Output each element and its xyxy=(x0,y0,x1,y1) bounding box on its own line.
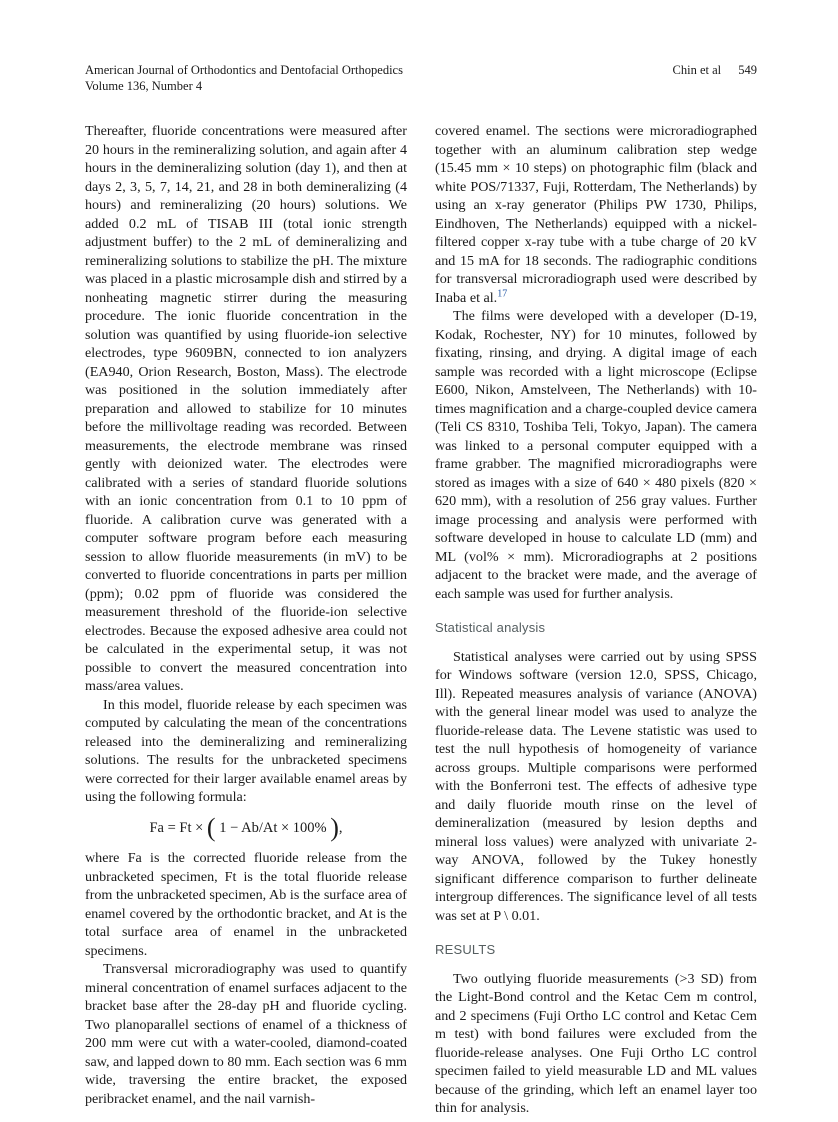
section-heading-results: RESULTS xyxy=(435,942,496,957)
paragraph-model-computation: In this model, fluoride release by each specimen was computed by calculating the mean of the concentrations released into the demineralizing and remineralizing solutions. The results for the unbracketed specimens were corrected for their larger available enamel areas by using the following formula: xyxy=(85,696,407,805)
paragraph-methods-fluoride: Thereafter, fluoride concentrations were measured after 20 hours in the remineralizing solution, and again after 4 hours in the demineralizing solution (day 1), and then at days 2, 3, 5, 7, 14, 21, and 28 in both demineralizing (4 hours) and remineralizing (20 hours) solutions. We added 0.2 mL of TISAB III (total ionic strength adjustment buffer) to the 2 mL of demineralizing and remineralizing solutions to stabilize the pH. The mixture was placed in a plastic microsample dish and stirred by a nonheating magnetic stirrer during the measuring procedure. The ionic fluoride concentration in the solution was quantified by using fluoride-ion selective electrodes, type 9609BN, connected to ion analyzers (EA940, Orion Research, Boston, Mass). The electrode was positioned in the solution immediately after preparation and allowed to stabilize for 10 minutes before the millivoltage reading was recorded. Between measurements, the electrode membrane was rinsed gently with deionized water. The electrodes were calibrated with a series of standard fluoride solutions with an ionic concentration from 0.1 to 10 ppm of fluoride. A calibration curve was generated with a computer software program before each measuring session to allow fluoride measurements (in mV) to be converted to fluoride concentrations in parts per million (ppm); 0.02 ppm of fluoride was considered the measurement threshold of the fluoride-ion selective electrodes. Because the exposed adhesive area could not be calculated in the experimental setup, it was not possible to convert the measured concentration into mass/area values. xyxy=(85,123,407,694)
reference-link-17[interactable]: 17 xyxy=(497,287,508,299)
page-header xyxy=(85,62,757,94)
running-head-authors: Chin et al xyxy=(672,63,722,77)
running-head xyxy=(673,62,757,78)
paragraph-text: covered enamel. The sections were microradiographed together with an aluminum calibration step wedge (15.45 mm × 10 steps) on photographic film (black and white POS/71337, Fuji, Rotterdam, The Netherlands) by using an x-ray generator (Philips PW 1730, Philips, Eindhoven, The Netherlands) equipped with a nickel-filtered copper x-ray tube with a tube charge of 20 kV and 15 mA for 18 seconds. The radiographic conditions for transversal microradiograph used were described by Inaba et al. xyxy=(435,123,757,306)
paragraph-formula-definitions: where Fa is the corrected fluoride release from the unbracketed specimen, Ft is the total fluoride release from the unbracketed specimen, Ab is the surface area of enamel covered by the orthodontic bracket, and At is the total surface area of enamel in the unbracketed specimens. xyxy=(85,850,407,959)
left-column xyxy=(85,122,407,1118)
two-column-body xyxy=(85,122,757,1118)
journal-title: American Journal of Orthodontics and Dentofacial Orthopedics xyxy=(85,63,403,77)
paragraph-microradiography: Transversal microradiography was used to quantify mineral concentration of enamel surfaces adjacent to the bracket base after the 28-day pH and fluoride cycling. Two planoparallel sections of enamel of a thickness of 200 mm were cut with a water-cooled, diamond-coated saw, and lapped down to 80 mm. Each section was 6 mm wide, traversing the entire bracket, the exposed peribracket enamel, and the nail varnish- xyxy=(85,961,408,1107)
section-heading-statistical-analysis: Statistical analysis xyxy=(435,620,546,635)
formula-fluoride-correction xyxy=(85,812,407,842)
formula-lhs: Fa = Ft × xyxy=(149,819,204,836)
right-column xyxy=(435,122,757,1118)
reference-superscript xyxy=(497,288,507,299)
formula-open-paren: ( xyxy=(206,812,216,842)
formula-comma: , xyxy=(338,819,343,836)
page-number: 549 xyxy=(738,63,757,77)
formula-close-paren: ) xyxy=(330,812,339,842)
formula-inner: 1 − Ab/At × 100% xyxy=(219,819,327,836)
paragraph-results: Two outlying fluoride measurements (>3 SD) from the Light-Bond control and the Ketac Cem m control, and 2 specimens (Fuji Ortho LC control and Ketac Cem m test) with bond failures were excluded from the fluoride-release analyses. One Fuji Ortho LC control specimen failed to yield measurable LD and ML values because of the grinding, which left an enamel layer too thin for analysis. xyxy=(435,970,757,1116)
journal-volume: Volume 136, Number 4 xyxy=(85,79,203,93)
paragraph-statistical-analysis: Statistical analyses were carried out by using SPSS for Windows software (version 12.0, SPSS, Chicago, Ill). Repeated measures analysis of variance (ANOVA) with the general linear model was used to analyze the fluoride-release data. The Levene statistic was used to test the null hypothesis of homogeneity of variance across groups. Multiple comparisons were performed with the Bonferroni test. The effects of adhesive type and daily fluoride mouth rinse on the level of demineralization (measured by lesion depths and mineral loss values) were analyzed with univariate 2-way ANOVA, followed by the Tukey honestly significant difference comparison to further delineate intergroup differences. The significance level of all tests was set at P \ 0.01. xyxy=(435,648,757,924)
paragraph-film-development: The films were developed with a developer (D-19, Kodak, Rochester, NY) for 10 minutes, followed by fixating, rinsing, and drying. A digital image of each sample was recorded with a light microscope (Eclipse E600, Nikon, Amstelveen, The Netherlands) with 10-times magnification and a charge-coupled device camera (Teli CS 8310, Toshiba Teli, Tokyo, Japan). The camera was linked to a personal computer equipped with a frame grabber. The magnified microradiographs were stored as images with a size of 640 × 480 pixels (820 × 620 mm), with a resolution of 256 gray values. Further image processing and analysis were performed with software developed in house to calculate LD (mm) and ML (vol% × mm). Microradiographs at 2 positions adjacent to the bracket were made, and the average of each sample was used for further analysis. xyxy=(435,308,757,602)
paragraph-sections-microradiographed xyxy=(435,122,757,307)
journal-info xyxy=(85,62,403,94)
